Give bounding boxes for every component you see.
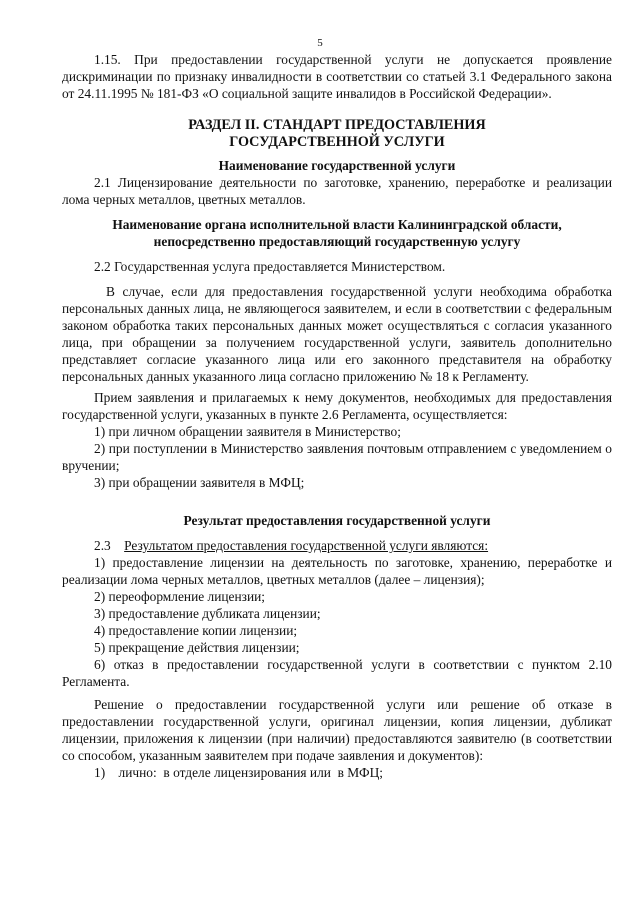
page-number: 5 xyxy=(317,37,323,49)
paragraph-1-15: 1.15. При предоставлении государственной услуги не допускается проявление дискриминации по признаку инвалидности в соответствии со статьей 3.1 Федерального закона от 24.11.1995 № 181-ФЗ «О социальной защите инвалидов в Российской Федерации». xyxy=(62,52,612,101)
paragraph-reception: Прием заявления и прилагаемых к нему документов, необходимых для предоставления государственной услуги, указанных в пункте 2.6 Регламента, осуществляется: xyxy=(62,390,612,422)
paragraph-2-3-text: Результатом предоставления государственной услуги являются: xyxy=(124,538,489,553)
list-item: 1) при личном обращении заявителя в Министерство; xyxy=(94,424,401,439)
paragraph-2-1: 2.1 Лицензирование деятельности по заготовке, хранению, переработке и реализации лома черных металлов, цветных металлов. xyxy=(62,175,612,207)
heading-authority xyxy=(62,216,612,250)
paragraph-2-2: 2.2 Государственная услуга предоставляется Министерством. xyxy=(94,259,446,274)
paragraph-decision: Решение о предоставлении государственной услуги или решение об отказе в предоставлении государственной услуги, оригинал лицензии, копия лицензии, дубликат лицензии, приложения к лицензии (при наличии) предоставляются заявителю (в соответствии со способом, указанным заявителем при подаче заявления и документов): xyxy=(62,697,612,763)
list-item: 6) отказ в предоставлении государственной услуги в соответствии с пунктом 2.10 Регламента. xyxy=(62,657,612,689)
paragraph-consent: В случае, если для предоставления государственной услуги необходима обработка персональных данных лица, не являющегося заявителем, и если в соответствии с федеральным законом обработка таких персональных данных может осуществляться с согласия указанного лица, при обращении за получением государственной услуги, заявитель дополнительно представляет согласие указанного лица или его законного представителя на обработку персональных данных указанного лица согласно приложению № 18 к Регламенту. xyxy=(62,284,612,384)
list-item: 3) при обращении заявителя в МФЦ; xyxy=(94,475,305,490)
list-item: 2) переоформление лицензии; xyxy=(94,589,265,604)
list-item: 2) при поступлении в Министерство заявления почтовым отправлением с уведомлением о вручении; xyxy=(62,441,612,473)
list-item: 1) предоставление лицензии на деятельность по заготовке, хранению, переработке и реализации лома черных металлов, цветных металлов (далее – лицензия); xyxy=(62,555,612,587)
heading-authority-line1: Наименование органа исполнительной власти Калининградской области, xyxy=(112,217,562,232)
list-item: 5) прекращение действия лицензии; xyxy=(94,640,300,655)
section-title-line1: РАЗДЕЛ II. СТАНДАРТ ПРЕДОСТАВЛЕНИЯ xyxy=(188,117,486,133)
heading-authority-line2: непосредственно предоставляющий государственную услугу xyxy=(153,234,521,249)
list-item: 3) предоставление дубликата лицензии; xyxy=(94,606,321,621)
reception-list xyxy=(62,423,612,491)
heading-service-name: Наименование государственной услуги xyxy=(218,158,456,173)
result-list xyxy=(62,554,612,690)
list-item: 1) лично: в отделе лицензирования или в МФЦ; xyxy=(94,765,383,780)
paragraph-2-3-number: 2.3 xyxy=(94,538,111,553)
section-title-line2: ГОСУДАРСТВЕННОЙ УСЛУГИ xyxy=(229,134,445,150)
heading-result: Результат предоставления государственной услуги xyxy=(183,513,491,528)
page-content xyxy=(62,51,612,781)
paragraph-2-3 xyxy=(62,537,612,554)
section-title xyxy=(62,117,612,151)
list-item: 4) предоставление копии лицензии; xyxy=(94,623,298,638)
